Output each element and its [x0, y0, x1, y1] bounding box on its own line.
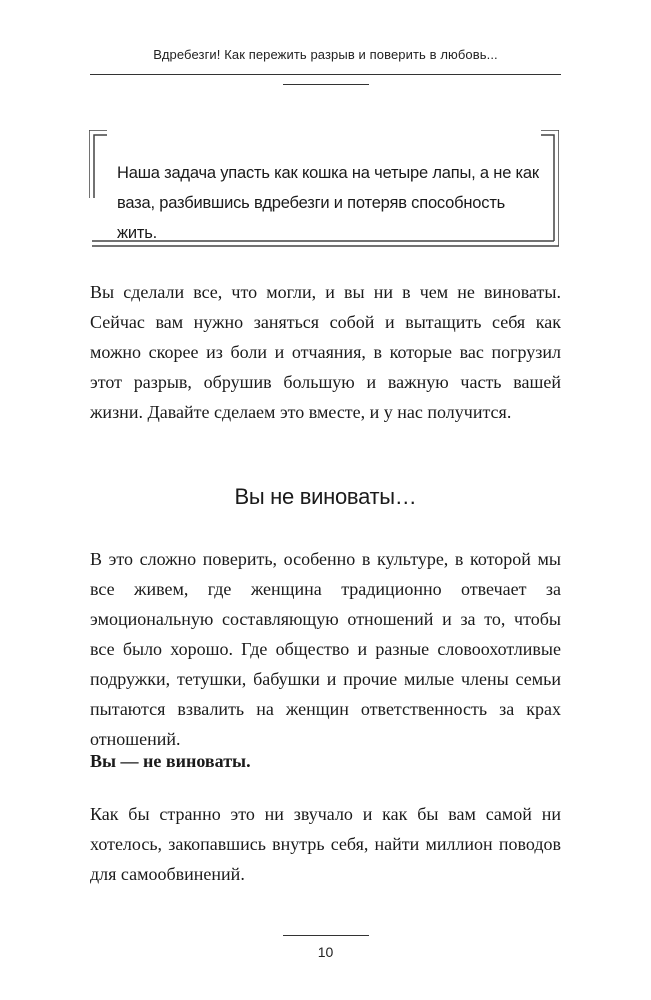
quote-line: Наша задача упасть как кошка на четыре лапы, а не как: [117, 164, 539, 182]
footer-rule: [283, 935, 369, 936]
section-heading: Вы не виноваты…: [234, 484, 417, 509]
paragraph-2: В это сложно поверить, особенно в культуре, в которой мы все живем, где женщина традиционно отвечает за эмоциональную составляющую отношений и за то, чтобы все было хорошо. Где общество и разные словоохотливые подружки, тетушки, бабушки и прочие милые члены семьи пытаются взвалить на женщин ответственность за крах отношений.: [90, 549, 561, 749]
header-short-rule: [283, 84, 369, 85]
quote-box: [89, 130, 559, 270]
paragraph-3: Как бы странно это ни звучало и как бы вам самой ни хотелось, закопавшись внутрь себя, найти миллион поводов для самообвинений.: [90, 804, 561, 884]
page-number: 10: [317, 944, 334, 960]
bold-statement: Вы — не виноваты.: [90, 751, 251, 771]
paragraph-1: Вы сделали все, что могли, и вы ни в чем не виноваты. Сейчас вам нужно заняться собой и вытащить себя как можно скорее из боли и отчаяния, в которые вас погрузил этот разрыв, обрушив большую и важную часть вашей жизни. Давайте сделаем это вместе, и у нас получится.: [90, 282, 561, 422]
quote-line: ваза, разбившись вдребезги и потеряв способность жить.: [117, 194, 506, 242]
header-rule: [90, 74, 561, 75]
quote-text: [117, 158, 547, 248]
running-head: Вдребезги! Как пережить разрыв и поверить в любовь...: [153, 47, 498, 62]
